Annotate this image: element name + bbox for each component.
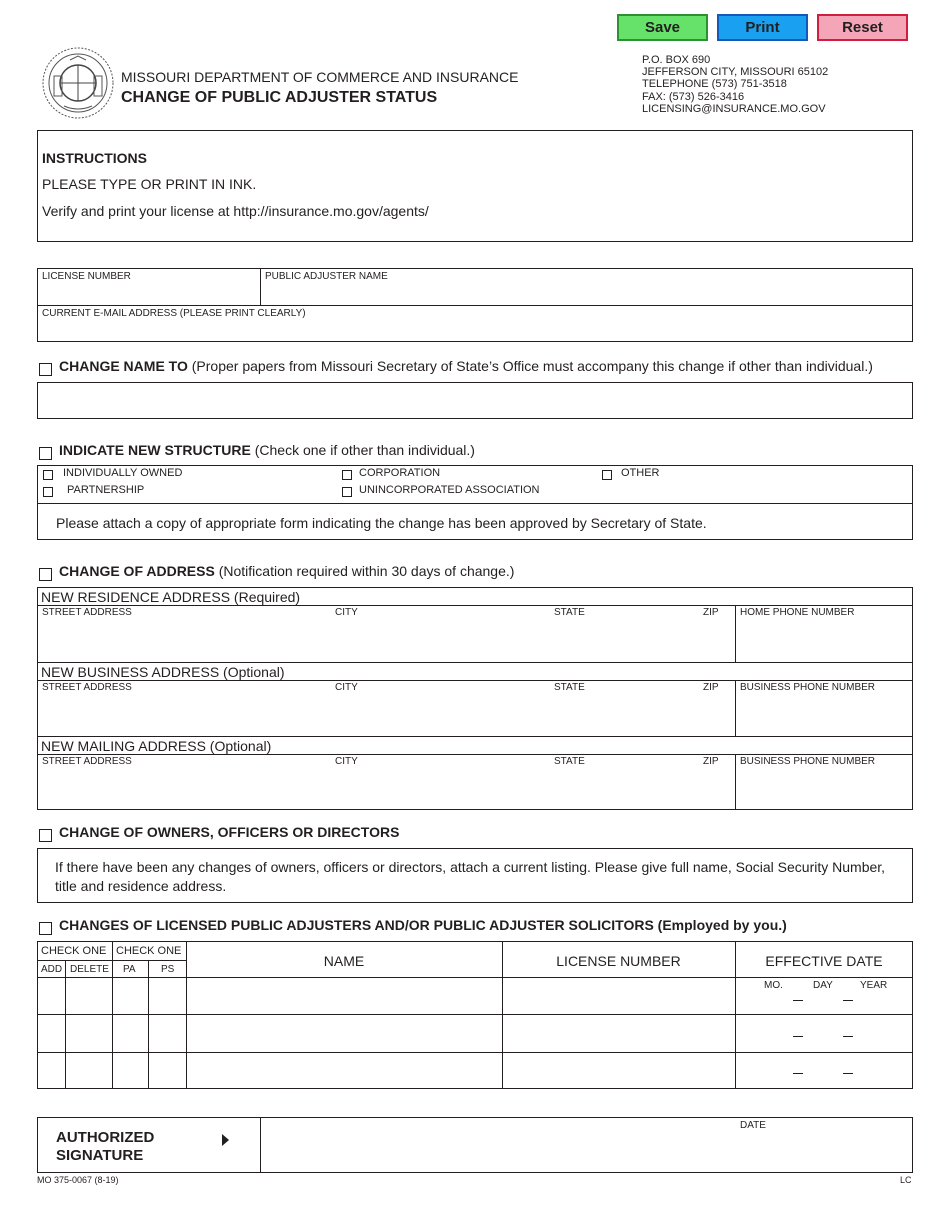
change-address-checkbox[interactable] <box>39 568 52 581</box>
new-structure-heading: INDICATE NEW STRUCTURE (Check one if other than individual.) <box>59 442 475 458</box>
delete-header: DELETE <box>70 964 109 975</box>
option-label: UNINCORPORATED ASSOCIATION <box>359 484 540 496</box>
state-field[interactable]: STATE <box>554 682 585 693</box>
change-owners-heading: CHANGE OF OWNERS, OFFICERS OR DIRECTORS <box>59 824 400 840</box>
zip-field[interactable]: ZIP <box>703 682 719 693</box>
address-line: TELEPHONE (573) 751-3518 <box>642 78 787 91</box>
add-header: ADD <box>41 964 63 975</box>
business-phone-field[interactable]: BUSINESS PHONE NUMBER <box>740 682 876 693</box>
pa-header: PA <box>123 964 136 975</box>
city-field[interactable]: CITY <box>335 607 358 618</box>
option-label: OTHER <box>621 467 660 479</box>
home-phone-field[interactable]: HOME PHONE NUMBER <box>740 607 855 618</box>
address-line: P.O. BOX 690 <box>642 54 711 66</box>
zip-field[interactable]: ZIP <box>703 607 719 618</box>
change-adjusters-heading: CHANGES OF LICENSED PUBLIC ADJUSTERS AND/OR PUBLIC ADJUSTER SOLICITORS (Employed by you.) <box>59 917 787 933</box>
form-number: MO 375-0067 (8-19) <box>37 1175 119 1185</box>
email-field[interactable]: CURRENT E-MAIL ADDRESS (PLEASE PRINT CLEARLY) <box>42 308 306 319</box>
seal-icon <box>40 46 116 120</box>
instructions-line: Verify and print your license at http://insurance.mo.gov/agents/ <box>42 203 429 219</box>
check-one-header: CHECK ONE <box>41 945 107 957</box>
year-label: YEAR <box>860 980 888 991</box>
structure-attach-note: Please attach a copy of appropriate form indicating the change has been approved by Secretary of State. <box>56 515 707 531</box>
other-checkbox[interactable] <box>602 470 612 480</box>
license-number-field[interactable]: LICENSE NUMBER <box>42 271 131 282</box>
unincorporated-association-checkbox[interactable] <box>342 487 352 497</box>
change-adjusters-checkbox[interactable] <box>39 922 52 935</box>
address-block-title: NEW RESIDENCE ADDRESS (Required) <box>41 589 301 605</box>
change-name-field[interactable] <box>37 382 913 419</box>
city-field[interactable]: CITY <box>335 756 358 767</box>
department-name: MISSOURI DEPARTMENT OF COMMERCE AND INSURANCE <box>121 69 519 85</box>
signature-label-line: SIGNATURE <box>56 1147 144 1164</box>
day-label: DAY <box>813 980 833 991</box>
individually-owned-checkbox[interactable] <box>43 470 53 480</box>
street-address-field[interactable]: STREET ADDRESS <box>42 607 132 618</box>
department-address <box>642 54 828 115</box>
page-title: CHANGE OF PUBLIC ADJUSTER STATUS <box>121 89 438 106</box>
option-label: CORPORATION <box>359 467 441 479</box>
address-line: FAX: (573) 526-3416 <box>642 90 745 103</box>
change-name-checkbox[interactable] <box>39 363 52 376</box>
instructions-line: PLEASE TYPE OR PRINT IN INK. <box>42 176 257 192</box>
save-button[interactable]: Save <box>617 14 708 41</box>
change-name-heading: CHANGE NAME TO (Proper papers from Missouri Secretary of State’s Office must accompany this change if other than individual.) <box>59 358 873 374</box>
signature-field[interactable] <box>262 1119 730 1171</box>
address-line: JEFFERSON CITY, MISSOURI 65102 <box>642 66 829 79</box>
street-address-field[interactable]: STREET ADDRESS <box>42 682 132 693</box>
address-block-title: NEW BUSINESS ADDRESS (Optional) <box>41 664 285 680</box>
partnership-checkbox[interactable] <box>43 487 53 497</box>
option-label: PARTNERSHIP <box>67 484 145 496</box>
owners-note: If there have been any changes of owners, officers or directors, attach a current listing. Please give full name, Social Security Number, title and residence address. <box>55 859 886 894</box>
state-field[interactable]: STATE <box>554 756 585 767</box>
change-owners-checkbox[interactable] <box>39 829 52 842</box>
state-field[interactable]: STATE <box>554 607 585 618</box>
authorized-signature-label <box>56 1129 154 1165</box>
address-line: LICENSING@INSURANCE.MO.GOV <box>642 102 826 115</box>
instructions-heading: INSTRUCTIONS <box>42 150 147 166</box>
business-phone-field[interactable]: BUSINESS PHONE NUMBER <box>740 756 876 767</box>
license-number-header: LICENSE NUMBER <box>556 953 681 969</box>
zip-field[interactable]: ZIP <box>703 756 719 767</box>
check-one-header: CHECK ONE <box>116 945 182 957</box>
ps-header: PS <box>161 964 175 975</box>
adjuster-name-field[interactable]: PUBLIC ADJUSTER NAME <box>265 271 388 282</box>
change-address-heading: CHANGE OF ADDRESS (Notification required within 30 days of change.) <box>59 563 515 579</box>
corporation-checkbox[interactable] <box>342 470 352 480</box>
signature-label-line: AUTHORIZED <box>56 1129 155 1146</box>
name-header: NAME <box>323 953 365 969</box>
print-button[interactable]: Print <box>717 14 808 41</box>
option-label: INDIVIDUALLY OWNED <box>63 467 183 479</box>
form-code: LC <box>900 1175 912 1185</box>
reset-button[interactable]: Reset <box>817 14 908 41</box>
arrow-right-icon <box>222 1134 229 1146</box>
date-field[interactable]: DATE <box>740 1120 766 1131</box>
effective-date-header: EFFECTIVE DATE <box>765 953 883 969</box>
month-label: MO. <box>764 980 783 991</box>
address-block-title: NEW MAILING ADDRESS (Optional) <box>41 738 272 754</box>
street-address-field[interactable]: STREET ADDRESS <box>42 756 132 767</box>
new-structure-checkbox[interactable] <box>39 447 52 460</box>
city-field[interactable]: CITY <box>335 682 358 693</box>
address-table <box>37 587 913 810</box>
